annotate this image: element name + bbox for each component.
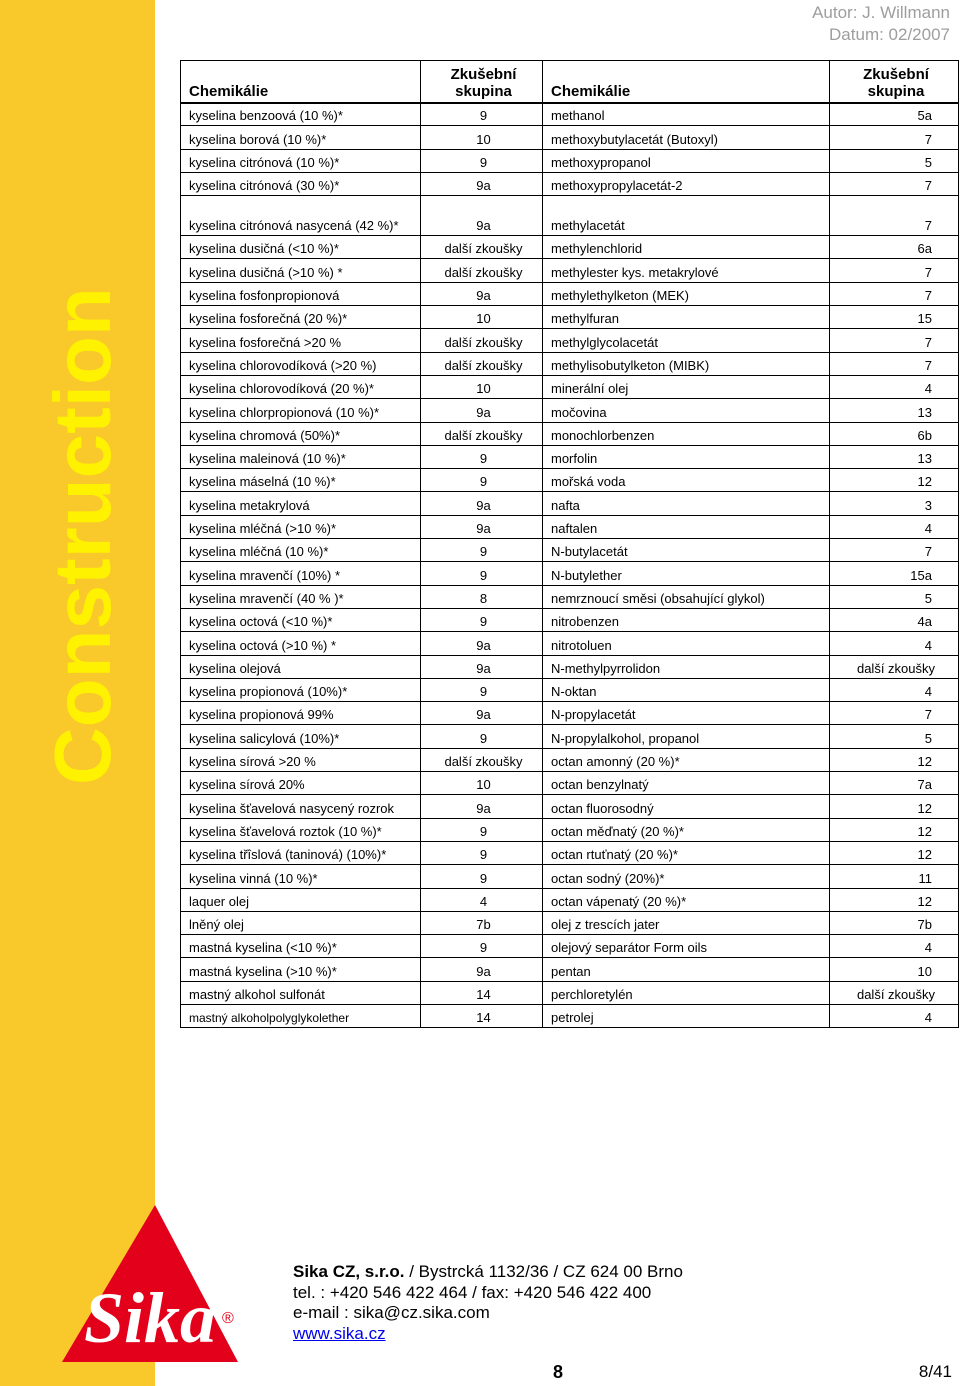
chemical-1-cell: kyselina mravenčí (40 % )* [181,585,421,608]
group-1-cell: 9 [421,149,543,172]
chemical-1-cell: kyselina propionová 99% [181,702,421,725]
group-1-cell: 9a [421,515,543,538]
chemical-2-cell: nitrotoluen [543,632,830,655]
chemical-1-cell: kyselina maleinová (10 %)* [181,445,421,468]
chemical-1-cell: mastná kyselina (>10 %)* [181,958,421,981]
group-1-cell: 9a [421,795,543,818]
chemical-1-cell: kyselina salicylová (10%)* [181,725,421,748]
chemical-2-cell: octan sodný (20%)* [543,865,830,888]
group-1-cell: další zkoušky [421,259,543,282]
group-1-cell: další zkoušky [421,236,543,259]
chemical-1-cell: kyselina fosfonpropionová [181,282,421,305]
chemical-1-cell: kyselina mléčná (10 %)* [181,539,421,562]
group-1-cell: 9a [421,655,543,678]
chemical-2-cell: monochlorbenzen [543,422,830,445]
header-chemical-2: Chemikálie [543,61,830,103]
group-2-cell: 3 [830,492,959,515]
chemical-2-cell: petrolej [543,1004,830,1027]
chemical-2-cell: octan benzylnatý [543,772,830,795]
group-1-cell: 7b [421,911,543,934]
chemical-1-cell: kyselina mravenčí (10%) * [181,562,421,585]
group-1-cell: 8 [421,585,543,608]
chemical-1-cell: mastná kyselina (<10 %)* [181,935,421,958]
group-1-cell: 9a [421,632,543,655]
chemical-2-cell: methoxypropanol [543,149,830,172]
group-2-cell: 5 [830,725,959,748]
group-2-cell: 6a [830,236,959,259]
group-2-cell: další zkoušky [830,655,959,678]
group-2-cell: 13 [830,445,959,468]
group-2-cell: 7 [830,259,959,282]
group-1-cell: 10 [421,126,543,149]
table-row [181,678,959,701]
chemical-1-cell: kyselina citrónová (30 %)* [181,172,421,195]
side-band [0,0,155,1386]
group-1-cell: 9 [421,445,543,468]
table-row [181,608,959,631]
group-1-cell: další zkoušky [421,329,543,352]
group-2-cell: 10 [830,958,959,981]
table-row [181,422,959,445]
table-row [181,655,959,678]
phone-fax: tel. : +420 546 422 464 / fax: +420 546 422 400 [293,1282,652,1302]
header-group-2: Zkušební skupina [830,61,959,103]
chemical-2-cell: olej z trescích jater [543,911,830,934]
group-1-cell: 9 [421,562,543,585]
chemical-2-cell: octan rtuťnatý (20 %)* [543,841,830,864]
group-1-cell: 9 [421,818,543,841]
group-2-cell: 12 [830,469,959,492]
table-row [181,172,959,195]
group-2-cell: 11 [830,865,959,888]
chemical-1-cell: kyselina chromová (50%)* [181,422,421,445]
group-1-cell: 14 [421,981,543,1004]
chemical-1-cell: kyselina dusičná (>10 %) * [181,259,421,282]
chemical-2-cell: methylglycolacetát [543,329,830,352]
group-1-cell: 9a [421,172,543,195]
group-1-cell: další zkoušky [421,748,543,771]
group-2-cell: 7 [830,352,959,375]
group-2-cell: 15 [830,306,959,329]
chemical-1-cell: kyselina benzoová (10 %)* [181,103,421,126]
chemical-1-cell: kyselina olejová [181,655,421,678]
group-2-cell: 4 [830,632,959,655]
table-row [181,772,959,795]
group-2-cell: 12 [830,748,959,771]
table-row [181,469,959,492]
group-1-cell: 9a [421,702,543,725]
chemical-2-cell: morfolin [543,445,830,468]
chemical-2-cell: N-oktan [543,678,830,701]
chemical-1-cell: kyselina borová (10 %)* [181,126,421,149]
chemical-1-cell: kyselina fosforečná (20 %)* [181,306,421,329]
group-2-cell: 7b [830,911,959,934]
page-count: 8/41 [918,1362,952,1381]
chemical-1-cell: kyselina šťavelová nasycený rozrok [181,795,421,818]
email: e-mail : sika@cz.sika.com [293,1303,490,1322]
chemical-2-cell: perchloretylén [543,981,830,1004]
group-1-cell: 9a [421,492,543,515]
chemical-1-cell: kyselina šťavelová roztok (10 %)* [181,818,421,841]
author-name: Autor: J. Willmann [812,3,950,22]
group-2-cell: 7 [830,702,959,725]
group-1-cell: 9 [421,103,543,126]
table-row [181,935,959,958]
table-row [181,632,959,655]
chemical-2-cell: močovina [543,399,830,422]
group-2-cell: 7 [830,282,959,305]
group-2-cell: 7 [830,539,959,562]
chemical-1-cell: kyselina octová (<10 %)* [181,608,421,631]
chemical-2-cell: methylenchlorid [543,236,830,259]
table-row [181,539,959,562]
group-1-cell: 9 [421,608,543,631]
table-row [181,958,959,981]
table-row [181,196,959,236]
group-2-cell: 12 [830,795,959,818]
group-2-cell: další zkoušky [830,981,959,1004]
chemical-1-cell: kyselina chlorpropionová (10 %)* [181,399,421,422]
chemical-2-cell: octan fluorosodný [543,795,830,818]
group-2-cell: 4 [830,375,959,398]
group-1-cell: 10 [421,375,543,398]
group-1-cell: 10 [421,306,543,329]
table-header-row [181,61,959,103]
group-2-cell: 7 [830,126,959,149]
chemical-1-cell: kyselina mléčná (>10 %)* [181,515,421,538]
table-row [181,725,959,748]
chemical-1-cell: laquer olej [181,888,421,911]
group-2-cell: 4 [830,1004,959,1027]
table-row [181,865,959,888]
group-1-cell: 9a [421,958,543,981]
author-block [812,2,950,46]
table-row [181,888,959,911]
registered-mark: ® [222,1310,234,1327]
chemical-2-cell: nemrznoucí směsi (obsahující glykol) [543,585,830,608]
table-row [181,795,959,818]
table-row [181,375,959,398]
group-1-cell: 9 [421,935,543,958]
chemical-1-cell: kyselina propionová (10%)* [181,678,421,701]
chemical-resistance-table [180,60,959,1028]
chemical-1-cell: kyselina třîslová (taninová) (10%)* [181,841,421,864]
sika-logo [60,1200,240,1365]
group-1-cell: 9 [421,725,543,748]
chemical-1-cell: kyselina fosforečná >20 % [181,329,421,352]
group-2-cell: 4 [830,935,959,958]
group-2-cell: 7a [830,772,959,795]
table-row [181,562,959,585]
chemical-1-cell: kyselina octová (>10 %) * [181,632,421,655]
table-row [181,329,959,352]
table-row [181,748,959,771]
chemical-2-cell: nafta [543,492,830,515]
table-row [181,515,959,538]
chemical-1-cell: kyselina sírová >20 % [181,748,421,771]
chemical-1-cell: mastný alkoholpolyglykolether [181,1004,421,1027]
chemical-1-cell: mastný alkohol sulfonát [181,981,421,1004]
company-address [293,1262,683,1283]
chemical-2-cell: N-butylacetát [543,539,830,562]
chemical-2-cell: methylisobutylketon (MIBK) [543,352,830,375]
chemical-1-cell: kyselina metakrylová [181,492,421,515]
chemical-2-cell: N-propylacetát [543,702,830,725]
chemical-2-cell: N-butylether [543,562,830,585]
chemical-2-cell: pentan [543,958,830,981]
group-1-cell: 14 [421,1004,543,1027]
group-1-cell: 9 [421,841,543,864]
table-row [181,445,959,468]
table-body [181,103,959,1028]
company-name: Sika CZ, s.r.o. [293,1262,405,1281]
chemical-1-cell: lněný olej [181,911,421,934]
table-row [181,352,959,375]
table-row [181,818,959,841]
table-row [181,306,959,329]
chemical-2-cell: methylester kys. metakrylové [543,259,830,282]
address: / Bystrcká 1132/36 / CZ 624 00 Brno [404,1262,683,1281]
group-2-cell: 5 [830,585,959,608]
table-row [181,259,959,282]
group-1-cell: 4 [421,888,543,911]
group-1-cell: 9a [421,399,543,422]
chemical-2-cell: methanol [543,103,830,126]
group-1-cell: 9 [421,539,543,562]
group-1-cell: 9a [421,282,543,305]
chemical-2-cell: mořská voda [543,469,830,492]
chemical-1-cell: kyselina dusičná (<10 %)* [181,236,421,259]
chemical-2-cell: octan měďnatý (20 %)* [543,818,830,841]
chemical-resistance-table-wrap [180,60,958,1028]
group-2-cell: 7 [830,329,959,352]
chemical-2-cell: N-propylalkohol, propanol [543,725,830,748]
table-row [181,103,959,126]
header-group-1: Zkušební skupina [421,61,543,103]
chemical-1-cell: kyselina chlorovodíková (>20 %) [181,352,421,375]
header-chemical-1: Chemikálie [181,61,421,103]
table-row [181,492,959,515]
table-row [181,702,959,725]
chemical-2-cell: octan amonný (20 %)* [543,748,830,771]
document-date: Datum: 02/2007 [829,25,950,44]
logo-wordmark: Sika [83,1278,217,1358]
chemical-2-cell: methylethylketon (MEK) [543,282,830,305]
table-row [181,981,959,1004]
group-2-cell: 4 [830,515,959,538]
table-row [181,1004,959,1027]
group-2-cell: 5a [830,103,959,126]
chemical-1-cell: kyselina máselná (10 %)* [181,469,421,492]
group-2-cell: 13 [830,399,959,422]
group-1-cell: 10 [421,772,543,795]
table-row [181,399,959,422]
group-1-cell: další zkoušky [421,422,543,445]
construction-wordmark: Construction [38,287,127,785]
group-1-cell: další zkoušky [421,352,543,375]
group-2-cell: 4a [830,608,959,631]
chemical-2-cell: nitrobenzen [543,608,830,631]
chemical-2-cell: N-methylpyrrolidon [543,655,830,678]
group-2-cell: 12 [830,841,959,864]
chemical-1-cell: kyselina sírová 20% [181,772,421,795]
table-row [181,126,959,149]
chemical-2-cell: naftalen [543,515,830,538]
table-row [181,236,959,259]
group-2-cell: 15a [830,562,959,585]
chemical-2-cell: methoxypropylacetát-2 [543,172,830,195]
group-2-cell: 12 [830,888,959,911]
chemical-1-cell: kyselina chlorovodíková (20 %)* [181,375,421,398]
group-2-cell: 4 [830,678,959,701]
group-2-cell: 5 [830,149,959,172]
chemical-2-cell: olejový separátor Form oils [543,935,830,958]
table-row [181,149,959,172]
table-row [181,841,959,864]
group-1-cell: 9a [421,196,543,236]
table-row [181,911,959,934]
website-link[interactable]: www.sika.cz [293,1323,386,1343]
group-2-cell: 7 [830,196,959,236]
group-1-cell: 9 [421,678,543,701]
chemical-2-cell: methylacetát [543,196,830,236]
group-1-cell: 9 [421,865,543,888]
group-2-cell: 7 [830,172,959,195]
chemical-1-cell: kyselina vinná (10 %)* [181,865,421,888]
chemical-2-cell: octan vápenatý (20 %)* [543,888,830,911]
chemical-2-cell: minerální olej [543,375,830,398]
chemical-1-cell: kyselina citrónová nasycená (42 %)* [181,196,421,236]
table-row [181,585,959,608]
page-number: 8 [553,1362,564,1382]
contact-block [293,1262,683,1344]
group-2-cell: 6b [830,422,959,445]
chemical-2-cell: methoxybutylacetát (Butoxyl) [543,126,830,149]
group-1-cell: 9 [421,469,543,492]
chemical-2-cell: methylfuran [543,306,830,329]
group-2-cell: 12 [830,818,959,841]
chemical-1-cell: kyselina citrónová (10 %)* [181,149,421,172]
table-row [181,282,959,305]
